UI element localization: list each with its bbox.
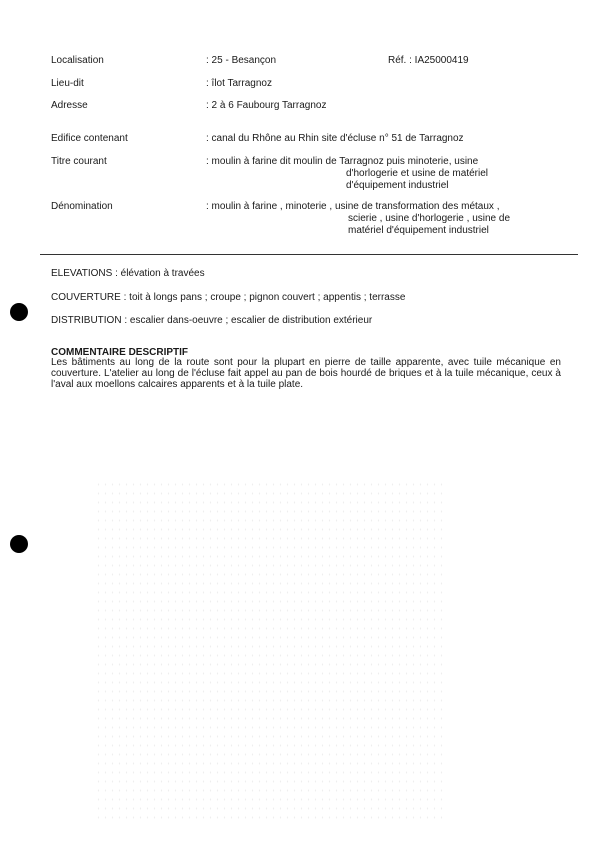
comment-body: Les bâtiments au long de la route sont pour la plupart en pierre de taille apparente, avec tuile mécanique en couverture. L'atelier au long de l'écluse fait appel au pan de bois hourdé de briques et à la tuile mécanique, ceux à l'aval aux moellons calcaires apparents et à la tuile plate. — [51, 357, 561, 390]
edifice-label: Edifice contenant — [51, 133, 128, 144]
denomination-line-3: matériel d'équipement industriel — [348, 225, 489, 236]
titre-line-1: : moulin à farine dit moulin de Tarragnoz puis minoterie, usine — [206, 156, 479, 167]
lieudit-value: : îlot Tarragnoz — [206, 78, 272, 89]
adresse-value: : 2 à 6 Faubourg Tarragnoz — [206, 100, 327, 111]
distribution-text: DISTRIBUTION : escalier dans-oeuvre ; escalier de distribution extérieur — [51, 315, 373, 326]
reference-number: Réf. : IA25000419 — [388, 55, 469, 66]
adresse-label: Adresse — [51, 100, 88, 111]
edifice-value: : canal du Rhône au Rhin site d'écluse n° 51 de Tarragnoz — [206, 133, 464, 144]
punch-hole-lower — [10, 535, 28, 553]
lieudit-label: Lieu-dit — [51, 78, 84, 89]
punch-hole-upper — [10, 303, 28, 321]
separator-line — [40, 254, 578, 255]
titre-line-3: d'équipement industriel — [346, 180, 449, 191]
couverture-text: COUVERTURE : toit à longs pans ; croupe ; pignon couvert ; appentis ; terrasse — [51, 292, 406, 303]
titre-courant-label: Titre courant — [51, 156, 107, 167]
scan-noise — [95, 480, 445, 820]
denomination-line-1: : moulin à farine , minoterie , usine de transformation des métaux , — [206, 201, 500, 212]
denomination-label: Dénomination — [51, 201, 113, 212]
titre-courant-value — [206, 156, 536, 192]
localisation-value: : 25 - Besançon — [206, 55, 277, 66]
comment-title: COMMENTAIRE DESCRIPTIF — [51, 347, 189, 358]
elevations-text: ELEVATIONS : élévation à travées — [51, 268, 205, 279]
denomination-value — [206, 201, 536, 237]
titre-line-2: d'horlogerie et usine de matériel — [346, 168, 488, 179]
denomination-line-2: scierie , usine d'horlogerie , usine de — [348, 213, 511, 224]
localisation-label: Localisation — [51, 55, 104, 66]
